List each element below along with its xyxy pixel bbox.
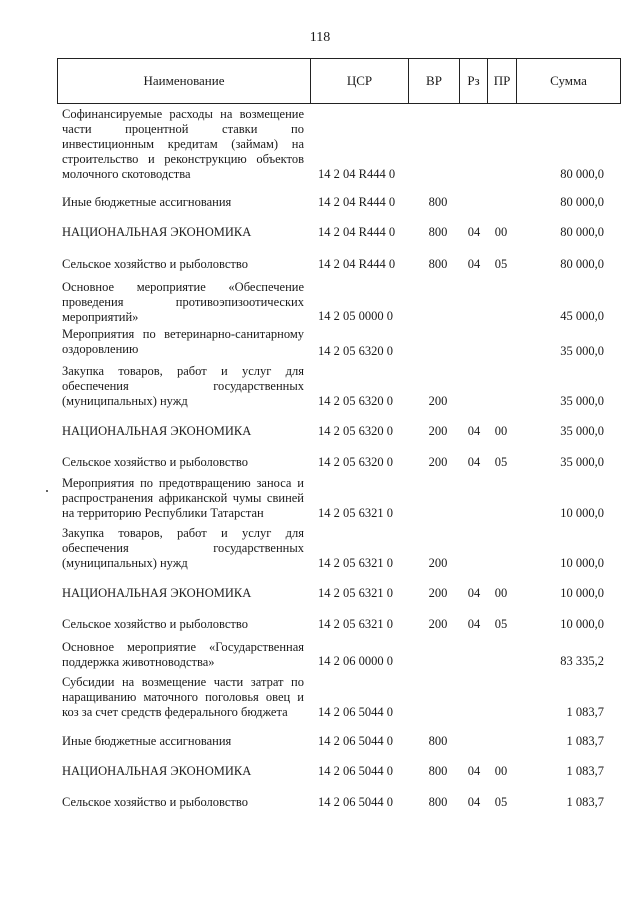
row-vr: 200 [428,455,448,469]
row-name: Иные бюджетные ассигнования [62,734,232,748]
header-pr: ПР [493,73,511,88]
header-sum: Сумма [550,73,587,88]
row-sum: 35 000,0 [560,394,604,408]
row-csr: 14 2 05 6321 0 [318,586,393,600]
row-vr: 200 [428,394,448,408]
row-csr: 14 2 06 0000 0 [318,654,393,668]
row-pr: 05 [494,795,508,809]
row-pr: 05 [494,257,508,271]
row-rz: 04 [467,225,481,239]
row-pr: 00 [494,225,508,239]
row-name: Основное мероприятие «Обеспечение проведения противоэпизоотических мероприятий» [62,280,304,324]
row-rz: 04 [467,586,481,600]
row-vr: 800 [428,764,448,778]
row-sum: 80 000,0 [560,195,604,209]
row-rz: 04 [467,764,481,778]
row-name: Софинансируемые расходы на возмещение части процентной ставки по инвестиционным кредитам (займам) на строительство и реконструкцию объектов молочного скотоводства [62,107,304,181]
header-vr: ВР [426,73,442,88]
row-pr: 00 [494,424,508,438]
row-name: Сельское хозяйство и рыболовство [62,795,248,809]
row-csr: 14 2 05 6320 0 [318,344,393,358]
table-header [57,58,621,104]
header-name: Наименование [143,73,225,88]
row-sum: 1 083,7 [566,734,604,748]
row-name: Закупка товаров, работ и услуг для обеспечения государственных (муниципальных) нужд [62,364,304,408]
row-csr: 14 2 05 6320 0 [318,455,393,469]
row-csr: 14 2 06 5044 0 [318,795,393,809]
row-csr: 14 2 04 R444 0 [318,257,396,271]
row-rz: 04 [467,257,481,271]
row-name: Закупка товаров, работ и услуг для обеспечения государственных (муниципальных) нужд [62,526,304,570]
row-sum: 10 000,0 [560,586,604,600]
row-sum: 83 335,2 [560,654,604,668]
row-pr: 00 [494,586,508,600]
row-name: НАЦИОНАЛЬНАЯ ЭКОНОМИКА [62,424,252,438]
row-vr: 800 [428,734,448,748]
row-name: Сельское хозяйство и рыболовство [62,257,248,271]
row-sum: 35 000,0 [560,455,604,469]
row-rz: 04 [467,617,481,631]
row-csr: 14 2 06 5044 0 [318,705,393,719]
row-csr: 14 2 05 6321 0 [318,617,393,631]
row-csr: 14 2 06 5044 0 [318,764,393,778]
page-number: 118 [309,30,331,45]
row-vr: 800 [428,795,448,809]
header-csr: ЦСР [346,73,373,88]
row-pr: 05 [494,617,508,631]
row-csr: 14 2 04 R444 0 [318,225,396,239]
row-csr: 14 2 04 R444 0 [318,167,396,181]
row-vr: 200 [428,556,448,570]
row-csr: 14 2 06 5044 0 [318,734,393,748]
row-sum: 1 083,7 [566,705,604,719]
row-name: Сельское хозяйство и рыболовство [62,617,248,631]
row-vr: 800 [428,225,448,239]
row-name: Основное мероприятие «Государственная поддержка животноводства» [62,640,304,669]
row-sum: 1 083,7 [566,795,604,809]
row-sum: 35 000,0 [560,424,604,438]
row-rz: 04 [467,424,481,438]
row-name: НАЦИОНАЛЬНАЯ ЭКОНОМИКА [62,586,252,600]
row-name: Мероприятия по ветеринарно-санитарному оздоровлению [62,327,304,356]
row-sum: 80 000,0 [560,225,604,239]
stray-mark [46,490,48,492]
row-name: Мероприятия по предотвращению заноса и распространения африканской чумы свиней на территорию Республики Татарстан [62,476,304,520]
row-rz: 04 [467,795,481,809]
row-name: НАЦИОНАЛЬНАЯ ЭКОНОМИКА [62,225,252,239]
row-name: НАЦИОНАЛЬНАЯ ЭКОНОМИКА [62,764,252,778]
row-sum: 10 000,0 [560,556,604,570]
row-rz: 04 [467,455,481,469]
row-csr: 14 2 05 6320 0 [318,424,393,438]
row-vr: 200 [428,586,448,600]
header-rz: Рз [467,73,480,88]
row-vr: 800 [428,257,448,271]
row-vr: 200 [428,617,448,631]
row-csr: 14 2 05 6321 0 [318,556,393,570]
row-sum: 80 000,0 [560,257,604,271]
row-sum: 35 000,0 [560,344,604,358]
row-sum: 10 000,0 [560,506,604,520]
row-csr: 14 2 05 0000 0 [318,309,393,323]
row-vr: 200 [428,424,448,438]
row-name: Иные бюджетные ассигнования [62,195,232,209]
row-name: Сельское хозяйство и рыболовство [62,455,248,469]
row-name: Субсидии на возмещение части затрат по наращиванию маточного поголовья овец и коз за счет средств федерального бюджета [62,675,304,719]
row-pr: 00 [494,764,508,778]
row-sum: 10 000,0 [560,617,604,631]
row-sum: 1 083,7 [566,764,604,778]
row-sum: 80 000,0 [560,167,604,181]
row-csr: 14 2 04 R444 0 [318,195,396,209]
row-csr: 14 2 05 6321 0 [318,506,393,520]
row-vr: 800 [428,195,448,209]
row-csr: 14 2 05 6320 0 [318,394,393,408]
row-sum: 45 000,0 [560,309,604,323]
row-pr: 05 [494,455,508,469]
